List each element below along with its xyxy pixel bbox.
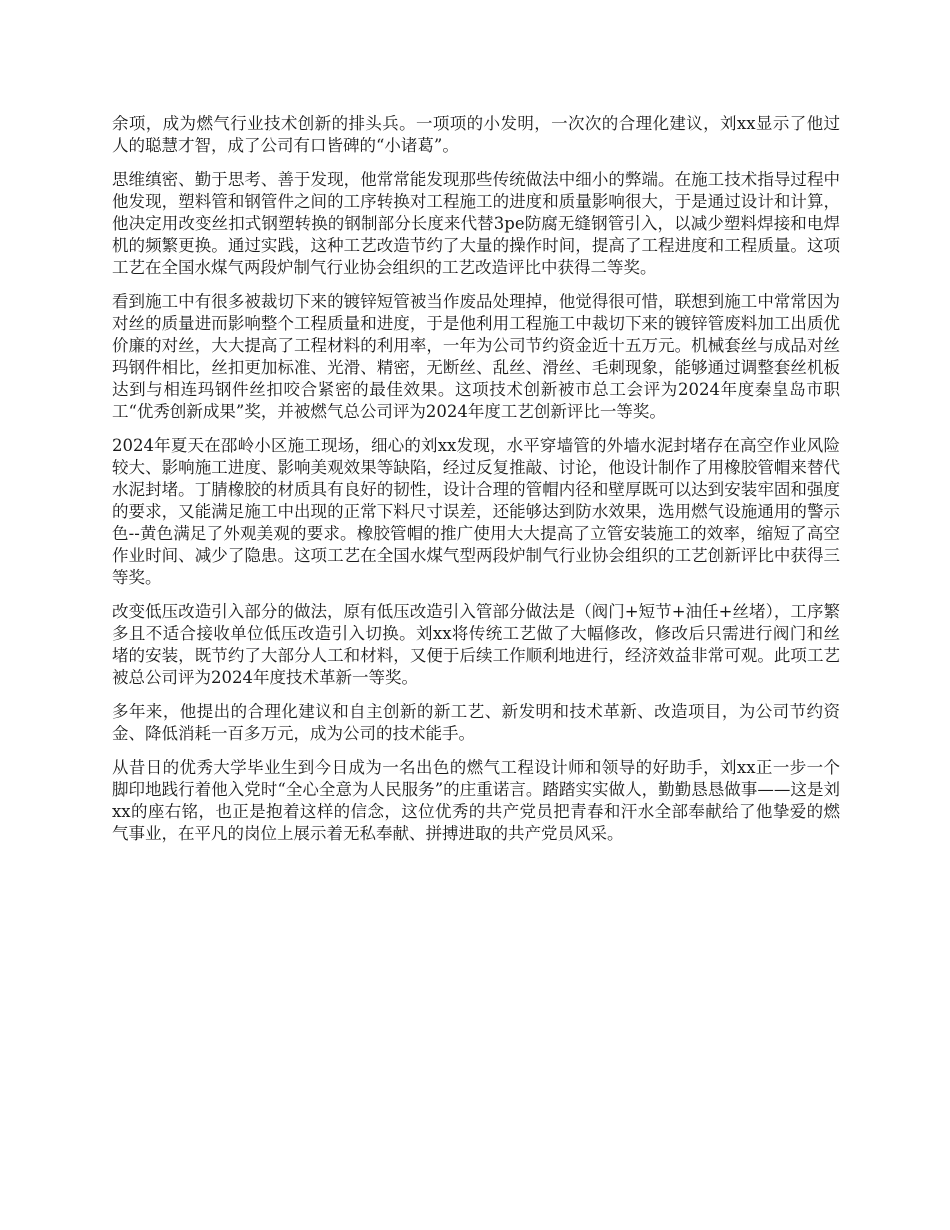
- paragraph-3: 看到施工中有很多被裁切下来的镀锌短管被当作废品处理掉，他觉得很可惜，联想到施工中常常因为对丝的质量进而影响整个工程质量和进度，于是他利用工程施工中裁切下来的镀锌管废料加工出质优价廉的对丝，大大提高了工程材料的利用率，一年为公司节约资金近十五万元。机械套丝与成品对丝玛钢件相比，丝扣更加标准、光滑、精密，无断丝、乱丝、滑丝、毛刺现象，能够通过调整套丝机板达到与相连玛钢件丝扣咬合紧密的最佳效果。这项技术创新被市总工会评为2024年度秦皇岛市职工“优秀创新成果”奖，并被燃气总公司评为2024年度工艺创新评比一等奖。: [112, 292, 840, 421]
- paragraph-6: 多年来，他提出的合理化建议和自主创新的新工艺、新发明和技术革新、改造项目，为公司节约资金、降低消耗一百多万元，成为公司的技术能手。: [112, 702, 840, 743]
- paragraph-7: 从昔日的优秀大学毕业生到今日成为一名出色的燃气工程设计师和领导的好助手，刘xx正一步一个脚印地践行着他入党时“全心全意为人民服务”的庄重诺言。踏踏实实做人，勤勤恳恳做事——这是刘xx的座右铭，也正是抱着这样的信念，这位优秀的共产党员把青春和汗水全部奉献给了他挚爱的燃气事业，在平凡的岗位上展示着无私奉献、拼搏进取的共产党员风采。: [112, 758, 840, 843]
- paragraph-5: 改变低压改造引入部分的做法，原有低压改造引入管部分做法是（阀门+短节+油任+丝堵），工序繁多且不适合接收单位低压改造引入切换。刘xx将传统工艺做了大幅修改，修改后只需进行阀门和丝堵的安装，既节约了大部分人工和材料，又便于后续工作顺利地进行，经济效益非常可观。此项工艺被总公司评为2024年度技术革新一等奖。: [112, 602, 840, 687]
- document-body: [112, 113, 840, 857]
- paragraph-1: 余项，成为燃气行业技术创新的排头兵。一项项的小发明，一次次的合理化建议，刘xx显示了他过人的聪慧才智，成了公司有口皆碑的“小诸葛”。: [112, 114, 840, 155]
- paragraph-2: 思维缜密、勤于思考、善于发现，他常常能发现那些传统做法中细小的弊端。在施工技术指导过程中他发现，塑料管和钢管件之间的工序转换对工程施工的进度和质量影响很大，于是通过设计和计算，他决定用改变丝扣式钢塑转换的钢制部分长度来代替3pe防腐无缝钢管引入，以减少塑料焊接和电焊机的频繁更换。通过实践，这种工艺改造节约了大量的操作时间，提高了工程进度和工程质量。这项工艺在全国水煤气两段炉制气行业协会组织的工艺改造评比中获得二等奖。: [112, 170, 840, 277]
- paragraph-4: 2024年夏天在邵岭小区施工现场，细心的刘xx发现，水平穿墙管的外墙水泥封堵存在高空作业风险较大、影响施工进度、影响美观效果等缺陷，经过反复推敲、讨论，他设计制作了用橡胶管帽来替代水泥封堵。丁腈橡胶的材质具有良好的韧性，设计合理的管帽内径和壁厚既可以达到安装牢固和强度的要求，又能满足施工中出现的正常下料尺寸误差，还能够达到防水效果，选用燃气设施通用的警示色--黄色满足了外观美观的要求。橡胶管帽的推广使用大大提高了立管安装施工的效率，缩短了高空作业时间、减少了隐患。这项工艺在全国水煤气型两段炉制气行业协会组织的工艺创新评比中获得三等奖。: [112, 436, 840, 587]
